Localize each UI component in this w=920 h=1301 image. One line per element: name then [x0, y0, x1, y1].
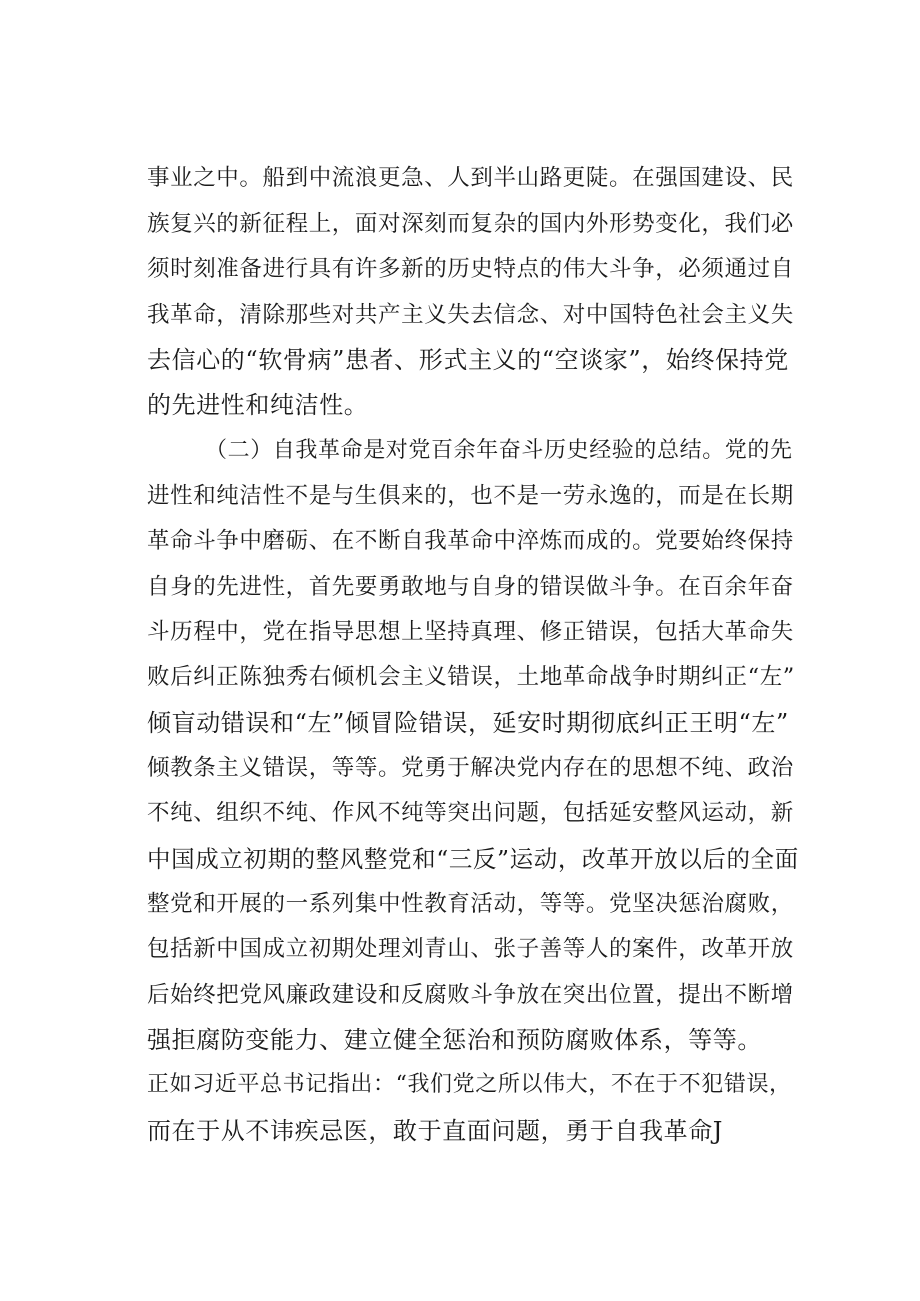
text-line: 革命斗争中磨砺、在不断自我革命中淬炼而成的。党要始终保持: [147, 528, 794, 554]
text-line: 败后纠正陈独秀右倾机会主义错误，土地革命战争时期纠正“左”: [147, 664, 795, 690]
text-line: 我革命，清除那些对共产主义失去信念、对中国特色社会主义失: [147, 302, 794, 328]
text-line: 不纯、组织不纯、作风不纯等突出问题，包括延安整风运动，新: [147, 800, 794, 826]
text-line: 后始终把党风廉政建设和反腐败斗争放在突出位置，提出不断增: [147, 982, 794, 1008]
text-line: 中国成立初期的整风整党和“三反”运动，改革开放以后的全面: [147, 845, 799, 873]
text-line: 正如习近平总书记指出：“我们党之所以伟大，不在于不犯错误，: [147, 1072, 792, 1097]
text-line: 族复兴的新征程上，面对深刻而复杂的国内外形势变化，我们必: [147, 211, 794, 237]
text-line: 倾教条主义错误，等等。党勇于解决党内存在的思想不纯、政治: [147, 755, 794, 781]
text-line: 的先进性和纯洁性。: [147, 391, 369, 419]
text-line: 整党和开展的一系列集中性教育活动，等等。党坚决惩治腐败，: [147, 891, 794, 917]
text-line: 自身的先进性，首先要勇敢地与自身的错误做斗争。在百余年奋: [147, 574, 794, 600]
text-line: 而在于从不讳疾忌医，敢于直面问题，勇于自我革命J: [147, 1117, 724, 1145]
text-line: 须时刻准备进行具有许多新的历史特点的伟大斗争，必须通过自: [147, 256, 794, 282]
text-line: 斗历程中，党在指导思想上坚持真理、修正错误，包括大革命失: [147, 619, 794, 645]
text-line: 进性和纯洁性不是与生俱来的，也不是一劳永逸的，而是在长期: [147, 483, 794, 509]
paragraph-first-line: （二）自我革命是对党百余年奋斗历史经验的总结。党的先: [205, 438, 793, 463]
text-line: 包括新中国成立初期处理刘青山、张子善等人的案件，改革开放: [147, 936, 794, 962]
text-line: 倾盲动错误和“左”倾冒险错误，延安时期彻底纠正王明“左”: [147, 709, 789, 737]
text-line: 强拒腐防变能力、建立健全惩治和预防腐败体系，等等。: [147, 1026, 762, 1054]
text-line: 事业之中。船到中流浪更急、人到半山路更陡。在强国建设、民: [147, 165, 794, 191]
text-line: 去信心的“软骨病”患者、形式主义的“空谈家”，始终保持党: [147, 346, 789, 374]
